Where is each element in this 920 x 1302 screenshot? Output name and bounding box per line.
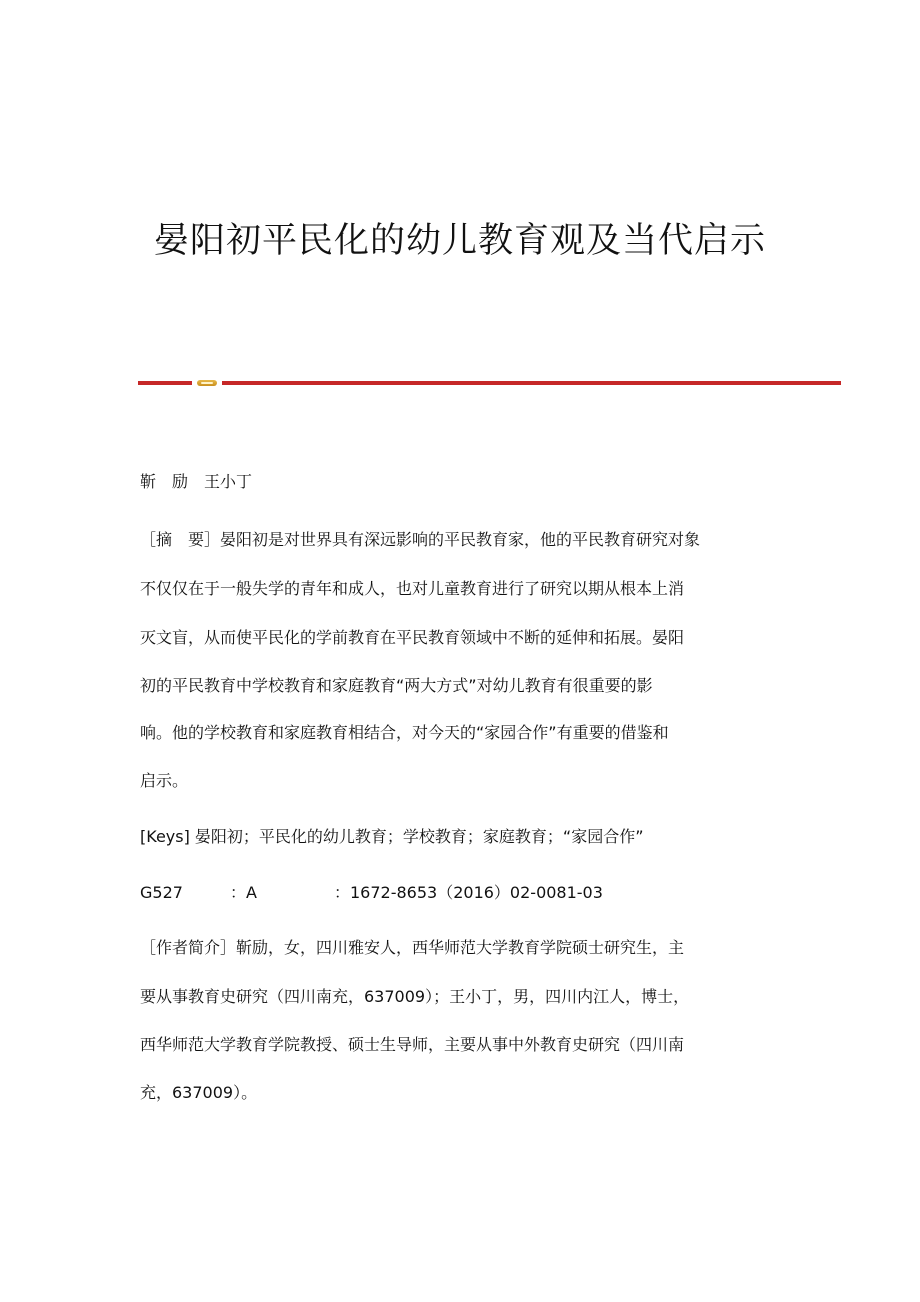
abstract-line: 响。他的学校教育和家庭教育相结合，对今天的“家园合作”有重要的借鉴和 <box>140 723 669 742</box>
divider-ornament-icon <box>197 380 217 386</box>
abstract-line: 不仅仅在于一般失学的青年和成人，也对儿童教育进行了研究以期从根本上消 <box>140 579 685 598</box>
title-divider <box>138 380 841 386</box>
author-names: 靳 励 王小丁 <box>140 472 253 491</box>
divider-right-bar <box>222 381 841 385</box>
divider-left-bar <box>138 381 192 385</box>
keywords: [Keys] 晏阳初；平民化的幼儿教育；学校教育；家庭教育；“家园合作” <box>140 827 644 846</box>
abstract-line: 启示。 <box>140 771 189 790</box>
author-intro-line: 西华师范大学教育学院教授、硕士生导师，主要从事中外教育史研究（四川南 <box>140 1035 685 1054</box>
author-intro-line: 要从事教育史研究（四川南充，637009）；王小丁，男，四川内江人，博士， <box>140 987 690 1006</box>
clc-number: G527 <box>140 883 183 902</box>
abstract-line: 灭文盲，从而使平民化的学前教育在平民教育领域中不断的延伸和拓展。晏阳 <box>140 628 685 647</box>
article-number: ：1672-8653（2016）02-0081-03 <box>334 883 603 902</box>
document-title: 晏阳初平民化的幼儿教育观及当代启示 <box>153 221 766 261</box>
author-intro-line: ［作者简介］靳励，女，四川雅安人，西华师范大学教育学院硕士研究生，主 <box>140 938 685 957</box>
abstract-line: 初的平民教育中学校教育和家庭教育“两大方式”对幼儿教育有很重要的影 <box>140 676 653 695</box>
document-code: ：A <box>230 883 257 902</box>
abstract-line: ［摘 要］晏阳初是对世界具有深远影响的平民教育家，他的平民教育研究对象 <box>140 530 701 549</box>
author-intro-line: 充，637009）。 <box>140 1083 258 1102</box>
